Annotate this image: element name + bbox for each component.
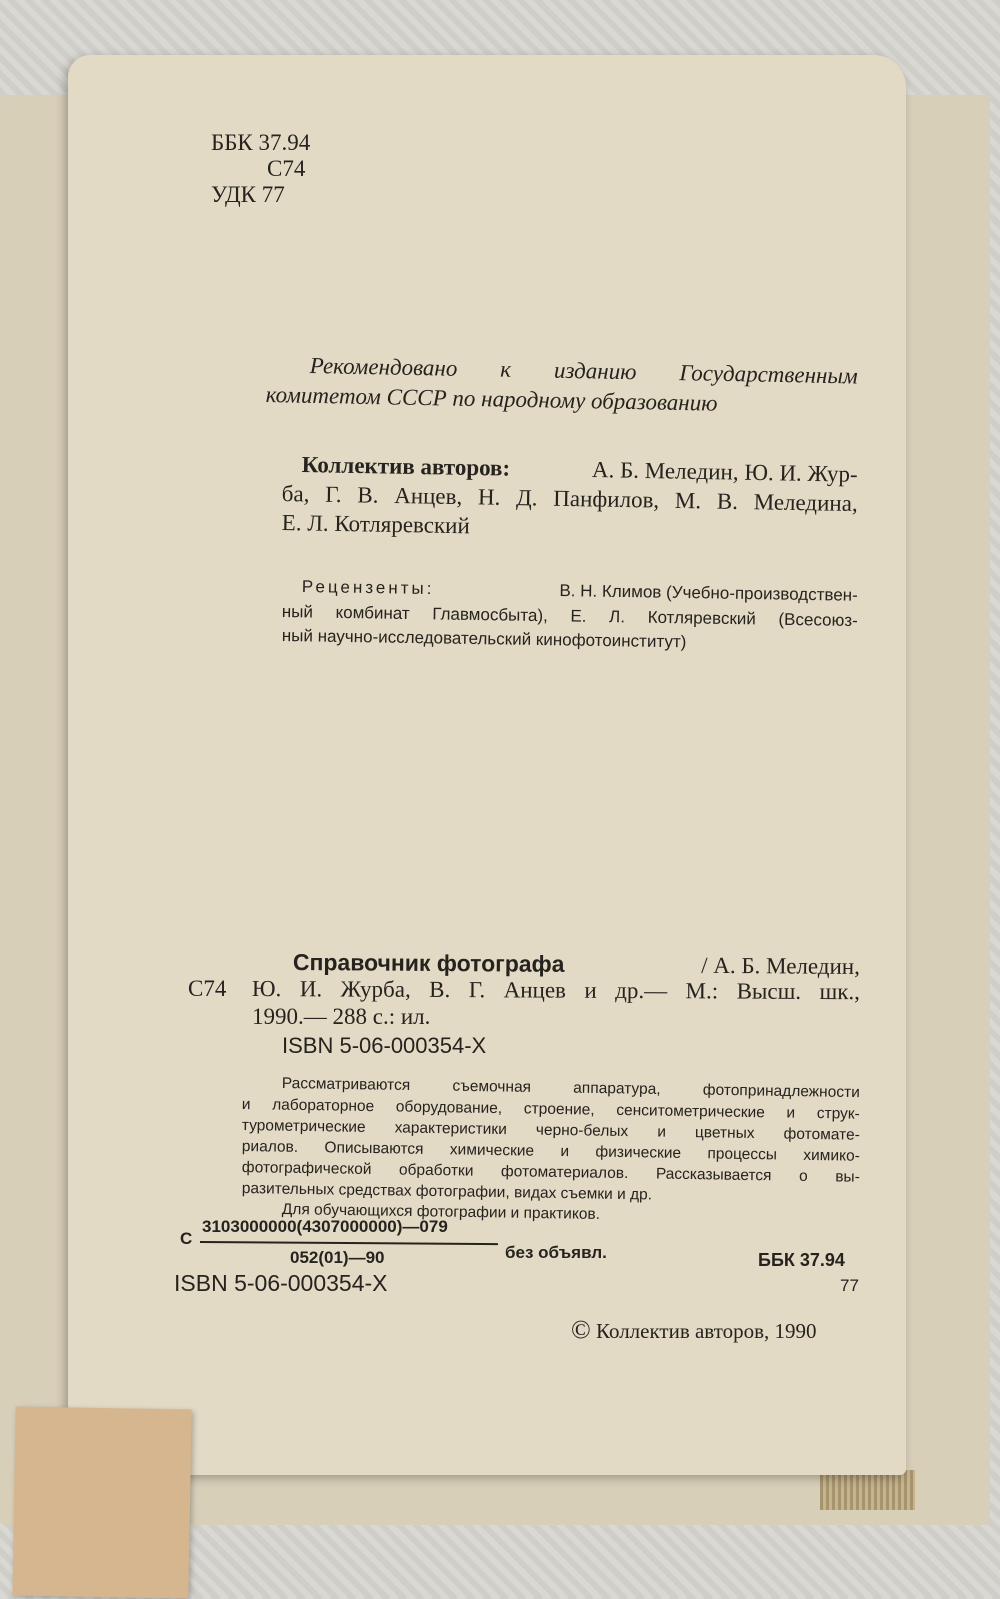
recommendation-line-1: Рекомендовано к изданию Государственным xyxy=(309,353,858,389)
authors-line-2: ба, Г. В. Анцев, Н. Д. Панфилов, М. В. Меледина, xyxy=(281,481,858,517)
publishing-code-fraction-bar xyxy=(200,1241,498,1245)
authors-names-start: А. Б. Меледин, Ю. И. Жур- xyxy=(591,457,858,487)
publishing-code-denominator: 052(01)—90 xyxy=(290,1248,385,1267)
authors-label: Коллектив авторов: xyxy=(301,452,511,481)
reviewers-line-3: ный научно-исследовательский кинофотоинститут) xyxy=(281,626,687,652)
authors-line-1 xyxy=(302,453,858,486)
publishing-code-letter: С xyxy=(180,1229,193,1248)
reviewers-label: Рецензенты: xyxy=(301,577,435,599)
book-spine xyxy=(820,1470,915,1510)
bbk-header-author-mark: С74 xyxy=(267,156,306,181)
catalog-line-3: 1990.— 288 с.: ил. xyxy=(252,1004,431,1029)
reviewers-line-1 xyxy=(302,578,858,604)
authors-line-3: Е. Л. Котляревский xyxy=(281,510,471,539)
catalog-code: С74 xyxy=(188,976,227,1001)
recommendation-line-2: комитетом СССР по народному образованию xyxy=(265,382,718,416)
annotation-line-1: Рассматриваются съемочная аппаратура, фотопринадлежности xyxy=(281,1075,860,1102)
annotation-line-6: разительных средствах фотографии, видах съемки и др. xyxy=(241,1180,653,1204)
wooden-bookmark xyxy=(12,1406,191,1598)
catalog-first-author: / А. Б. Меледин, xyxy=(701,952,860,979)
book-title: Справочник фотографа xyxy=(292,949,565,977)
bbk-header-code: ББК 37.94 xyxy=(211,130,311,155)
publishing-code-note: без объявл. xyxy=(505,1243,607,1262)
annotation-line-2: и лабораторное оборудование, строение, сенситометрические и струк- xyxy=(241,1096,860,1123)
catalog-line-1 xyxy=(293,951,860,978)
footer-isbn: ISBN 5-06-000354-Х xyxy=(174,1270,388,1296)
copyright-symbol: © xyxy=(571,1315,591,1344)
catalog-isbn: ISBN 5-06-000354-Х xyxy=(282,1033,487,1058)
annotation-line-4: риалов. Описываются химические и физические процессы химико- xyxy=(241,1138,860,1165)
udk-code: УДК 77 xyxy=(211,182,285,207)
reviewers-line-2: ный комбинат Главмосбыта), Е. Л. Котляревский (Всесоюз- xyxy=(281,602,858,631)
book-page xyxy=(68,55,906,1475)
catalog-line-2: Ю. И. Журба, В. Г. Анцев и др.— М.: Высш. шк., xyxy=(251,976,860,1005)
annotation-line-7: Для обучающихся фотографии и практиков. xyxy=(281,1201,601,1223)
footer-bbk-sub: 77 xyxy=(840,1276,859,1295)
copyright-line xyxy=(571,1317,817,1343)
copyright-text: Коллектив авторов, 1990 xyxy=(596,1319,817,1343)
annotation-line-3: турометрические характеристики черно-белых и цветных фотомате- xyxy=(241,1117,860,1144)
annotation-line-5: фотографической обработки фотоматериалов. Рассказывается о вы- xyxy=(241,1159,860,1186)
publishing-code-numerator: 3103000000(4307000000)—079 xyxy=(202,1217,448,1236)
reviewers-names-start: В. Н. Климов (Учебно-производствен- xyxy=(559,581,858,605)
footer-bbk: ББК 37.94 xyxy=(758,1250,845,1270)
